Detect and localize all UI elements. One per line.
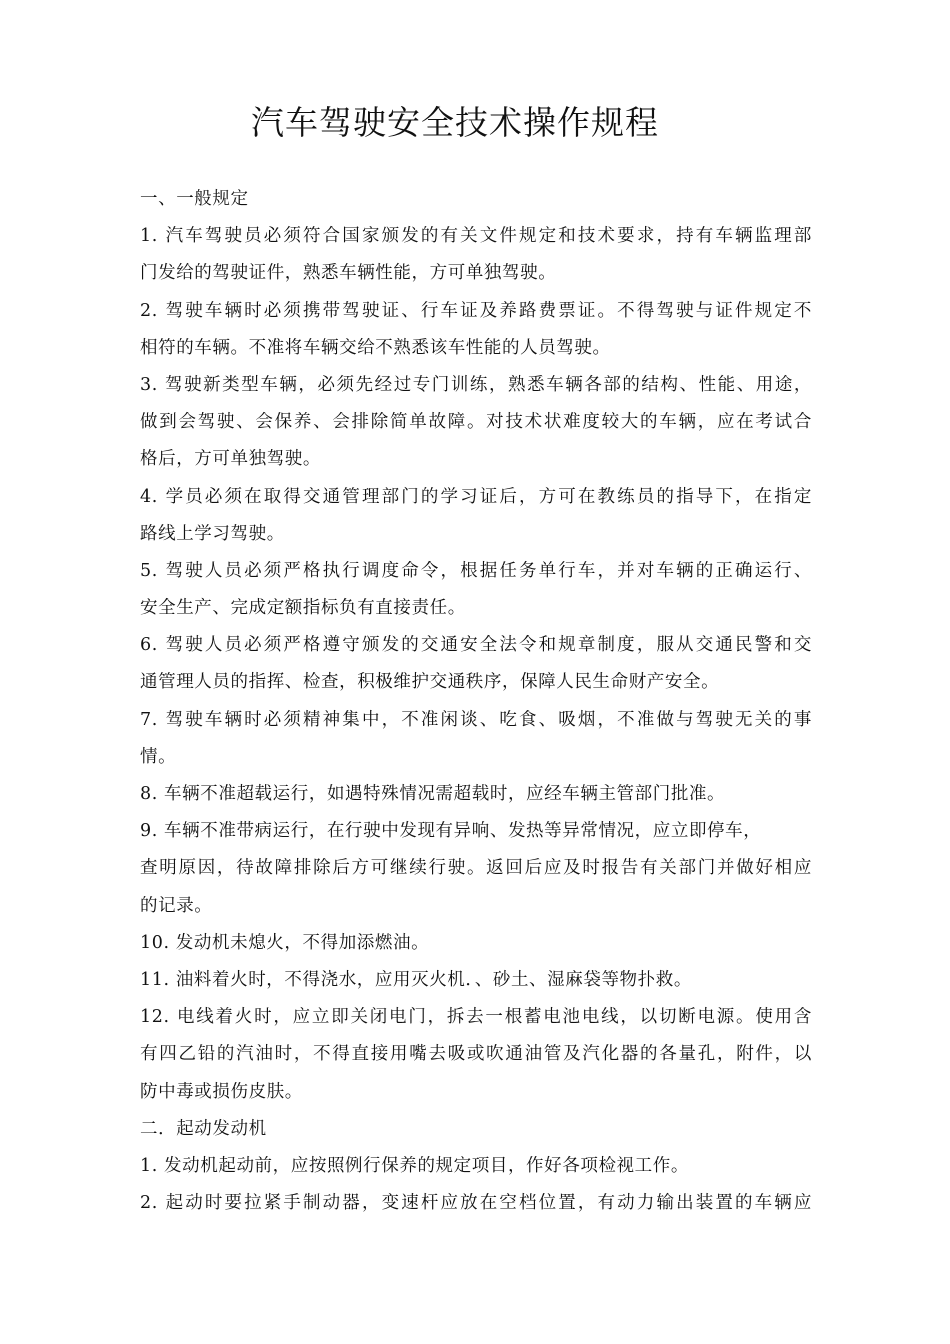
- text-line: 5. 驾驶人员必须严格执行调度命令，根据任务单行车，并对车辆的正确运行、: [140, 560, 812, 581]
- text-line: 二．起动发动机: [140, 1118, 267, 1139]
- text-line: 8. 车辆不准超载运行，如遇特殊情况需超载时，应经车辆主管部门批准。: [140, 784, 726, 804]
- text-line: 安全生产、完成定额指标负有直接责任。: [140, 598, 466, 619]
- document-body: [140, 181, 812, 1222]
- text-line: 查明原因，待故障排除后方可继续行驶。返回后应及时报告有关部门并做好相应: [140, 858, 812, 879]
- text-line: 6. 驾驶人员必须严格遵守颁发的交通安全法令和规章制度，服从交通民警和交: [140, 635, 812, 656]
- text-line: 2. 驾驶车辆时必须携带驾驶证、行车证及养路费票证。不得驾驶与证件规定不: [140, 300, 812, 321]
- text-line: 的记录。: [140, 895, 213, 916]
- text-line: 11. 油料着火时，不得浇水，应用灭火机．、砂土、湿麻袋等物扑救。: [140, 969, 692, 990]
- text-line: 有四乙铅的汽油时，不得直接用嘴去吸或吹通油管及汽化器的各量孔，附件，以: [140, 1044, 812, 1065]
- document-title: 汽车驾驶安全技术操作规程: [251, 103, 659, 142]
- text-line: 2. 起动时要拉紧手制动器，变速杆应放在空档位置，有动力输出装置的车辆应: [140, 1193, 812, 1214]
- text-line: 路线上学习驾驶。: [140, 523, 285, 544]
- text-line: 防中毒或损伤皮肤。: [140, 1081, 303, 1102]
- text-line: 10. 发动机未熄火，不得加添燃油。: [140, 932, 430, 953]
- text-line: 1. 发动机起动前，应按照例行保养的规定项目，作好各项检视工作。: [140, 1155, 689, 1176]
- text-line: 门发给的驾驶证件，熟悉车辆性能，方可单独驾驶。: [140, 263, 557, 284]
- text-line: 9. 车辆不准带病运行，在行驶中发现有异响、发热等异常情况，应立即停车，: [140, 821, 762, 842]
- text-line: 情。: [140, 746, 177, 767]
- text-line: 一、一般规定: [140, 189, 249, 209]
- text-line: 7. 驾驶车辆时必须精神集中，不准闲谈、吃食、吸烟，不准做与驾驶无关的事: [140, 709, 812, 730]
- text-line: 做到会驾驶、会保养、会排除简单故障。对技术状难度较大的车辆，应在考试合: [140, 412, 812, 433]
- text-line: 12. 电线着火时，应立即关闭电门，拆去一根蓄电池电线，以切断电源。使用含: [140, 1007, 812, 1028]
- text-line: 格后，方可单独驾驶。: [140, 449, 321, 470]
- text-line: 相符的车辆。不准将车辆交给不熟悉该车性能的人员驾驶。: [140, 337, 611, 358]
- text-line: 通管理人员的指挥、检查，积极维护交通秩序，保障人民生命财产安全。: [140, 672, 720, 693]
- text-line: 1. 汽车驾驶员必须符合国家颁发的有关文件规定和技术要求，持有车辆监理部: [140, 226, 812, 247]
- text-line: 3. 驾驶新类型车辆，必须先经过专门训练，熟悉车辆各部的结构、性能、用途，: [140, 374, 812, 395]
- text-line: 4. 学员必须在取得交通管理部门的学习证后，方可在教练员的指导下，在指定: [140, 486, 812, 507]
